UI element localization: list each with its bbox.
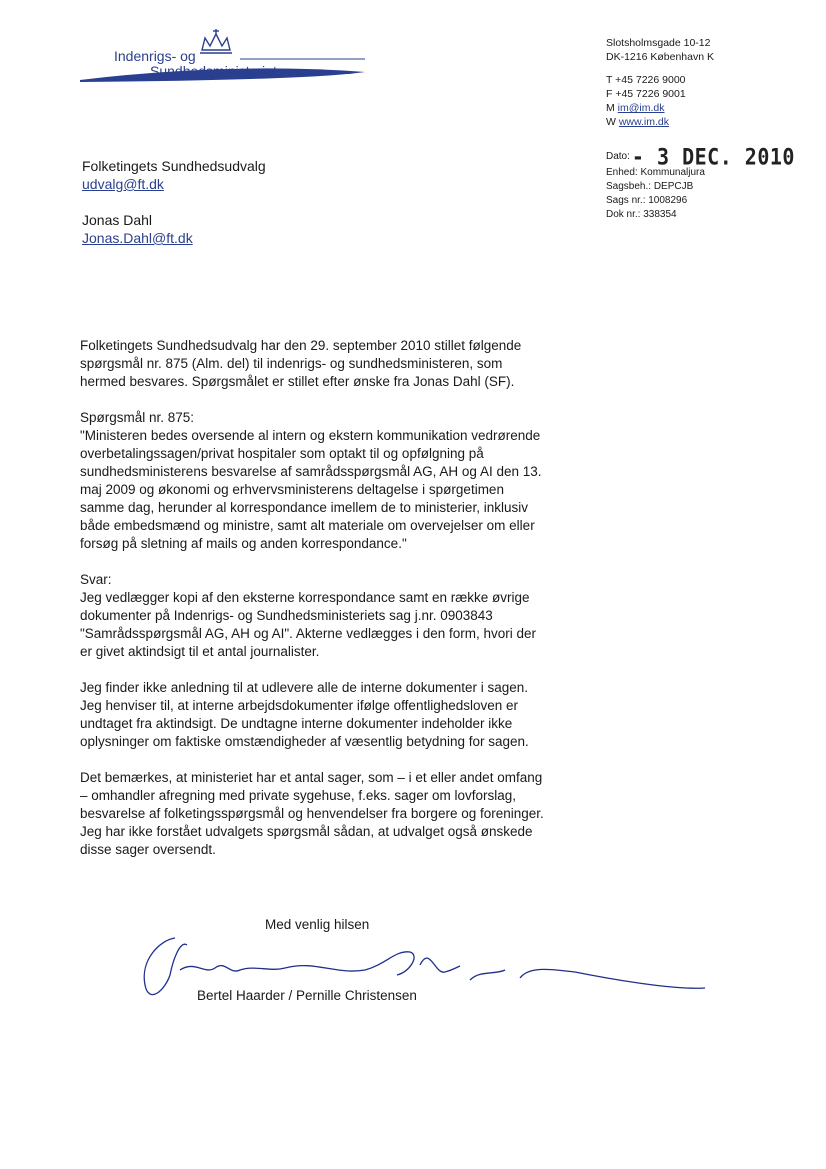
question-text: "Ministeren bedes oversende al intern og ekstern kommunikation vedrørende overbetalingssagen/privat hospitaler som optakt til og opfølgning på sundhedsministerens besvarelse af samrådsspørgsmål AG, AH og AI den 13. maj 2009 og økonomi og erhvervsministerens deltagelse i spørgetimen samme dag, herunder al korrespondance imellem de to ministerier, inklusiv både embedsmænd og ministre, samt alt materiale om overvejelser om eller forsøg på sletning af mails og anden korrespondance." — [80, 428, 542, 551]
recipient-email-link[interactable]: udvalg@ft.dk — [82, 176, 164, 192]
recipient-2 — [82, 211, 266, 247]
sender-web-row — [606, 115, 714, 129]
date-row — [606, 143, 795, 171]
sender-address-1: Slotsholmsgade 10-12 — [606, 37, 711, 49]
meta-block — [606, 143, 795, 222]
sender-phone: T +45 7226 9000 — [606, 74, 686, 86]
closing: Med venlig hilsen — [265, 917, 370, 932]
ministry-logo — [80, 28, 370, 88]
recipient-email-link[interactable]: Jonas.Dahl@ft.dk — [82, 230, 193, 246]
sender-fax: F +45 7226 9001 — [606, 88, 686, 100]
sender-block — [606, 36, 714, 129]
answer-text: Jeg vedlægger kopi af den eksterne korrespondance samt en række øvrige dokumenter på Indenrigs- og Sundhedsministeriets sag j.nr. 0903843 "Samrådsspørgsmål AG, AH og AI". Akterne vedlægges i den form, hvori der er givet aktindsigt til et antal journalister. — [80, 590, 537, 659]
sender-web-link[interactable]: www.im.dk — [618, 116, 670, 128]
sender-mail-link[interactable]: im@im.dk — [617, 102, 665, 114]
letter-body — [80, 337, 550, 877]
meta-sagsbeh: Sagsbeh.: DEPCJB — [606, 181, 694, 192]
meta-sags-nr: Sags nr.: 1008296 — [606, 195, 688, 206]
recipients — [82, 157, 266, 265]
logo-line-2: Sundhedsministeriet — [150, 63, 277, 79]
answer-label: Svar: — [80, 572, 112, 587]
internal-documents-paragraph: Jeg finder ikke anledning til at udlevere alle de interne dokumenter i sagen. Jeg henviser til, at interne arbejdsdokumenter ifølge offentlighedsloven er undtaget fra aktindsigt. De undtagne interne dokumenter indeholder ikke oplysninger om faktiske omstændigheder af væsentlig betydning for sagen. — [80, 680, 529, 749]
question-block — [80, 409, 550, 553]
recipient-name: Folketingets Sundhedsudvalg — [82, 158, 266, 174]
sender-mail-row — [606, 101, 714, 115]
meta-dok-nr: Dok nr.: 338354 — [606, 209, 677, 220]
recipient-1 — [82, 157, 266, 193]
logo-line-1: Indenrigs- og — [114, 48, 196, 64]
intro-paragraph: Folketingets Sundhedsudvalg har den 29. september 2010 stillet følgende spørgsmål nr. 875 (Alm. del) til indenrigs- og sundhedsministeren, som hermed besvares. Spørgsmålet er stillet efter ønske fra Jonas Dahl (SF). — [80, 338, 522, 389]
remark-paragraph: Det bemærkes, at ministeriet har et antal sager, som – i et eller andet omfang – omhandler afregning med private sygehuse, f.eks. sager om lovforslag, besvarelse af folketingsspørgsmål og henvendelser fra borgere og foreninger. Jeg har ikke forstået udvalgets spørgsmål sådan, at udvalget også ønskede disse sager oversendt. — [80, 770, 544, 857]
signatories: Bertel Haarder / Pernille Christensen — [197, 988, 417, 1003]
mail-prefix: M — [606, 102, 615, 114]
date-label: Dato: — [606, 151, 630, 162]
recipient-name: Jonas Dahl — [82, 212, 153, 228]
date-stamp: - 3 DEC. 2010 — [631, 143, 795, 171]
web-prefix: W — [606, 116, 616, 128]
question-label: Spørgsmål nr. 875: — [80, 410, 195, 425]
meta-enhed: Enhed: Kommunaljura — [606, 167, 705, 178]
answer-block — [80, 571, 550, 661]
sender-address-2: DK-1216 København K — [606, 51, 714, 63]
